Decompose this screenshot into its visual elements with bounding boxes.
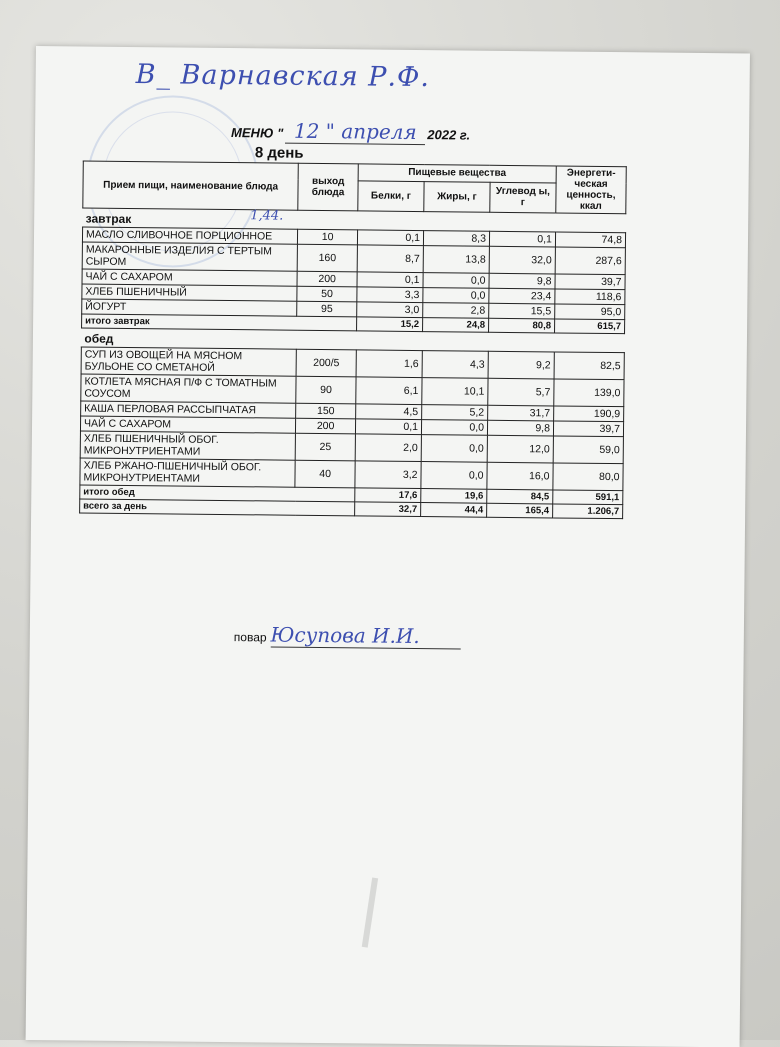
menu-year: 2022 г.	[427, 127, 471, 143]
dish-name: ХЛЕБ ПШЕНИЧНЫЙ	[82, 284, 297, 301]
dish-protein: 3,2	[355, 461, 421, 489]
total-protein: 17,6	[355, 488, 421, 503]
total-label: итого обед	[80, 485, 355, 502]
dish-kcal: 287,6	[555, 247, 625, 275]
dish-fat: 0,0	[421, 462, 487, 490]
paper-mark	[362, 877, 378, 947]
total-protein: 15,2	[357, 317, 423, 332]
dish-name: МАСЛО СЛИВОЧНОЕ ПОРЦИОННОЕ	[82, 227, 297, 244]
dish-protein: 0,1	[357, 230, 423, 246]
dish-fat: 0,0	[423, 288, 489, 304]
menu-date-handwritten: 12 " апреля	[285, 119, 425, 145]
dish-name: ЧАЙ С САХАРОМ	[80, 416, 295, 433]
dish-carbs: 23,4	[489, 288, 555, 304]
total-carbs: 80,8	[488, 318, 554, 333]
dish-protein: 0,1	[357, 272, 423, 288]
header-fat: Жиры, г	[424, 181, 490, 212]
dish-carbs: 12,0	[487, 435, 553, 463]
dish-output: 90	[296, 376, 356, 404]
dish-carbs: 5,7	[488, 378, 554, 406]
day-total-fat: 44,4	[421, 503, 487, 518]
cook-signature: Юсупова И.И.	[270, 622, 460, 649]
dish-kcal: 82,5	[554, 352, 624, 380]
header-meal: Прием пищи, наименование блюда	[83, 161, 299, 210]
dish-fat: 2,8	[423, 303, 489, 319]
dish-fat: 13,8	[423, 246, 489, 274]
section-title: завтрак	[85, 211, 132, 227]
dish-carbs: 9,8	[489, 273, 555, 289]
total-fat: 24,8	[423, 318, 489, 333]
total-label: итого завтрак	[82, 314, 357, 331]
dish-fat: 8,3	[423, 231, 489, 247]
dish-name: КАША ПЕРЛОВАЯ РАССЫПЧАТАЯ	[81, 401, 296, 418]
day-total-carbs: 165,4	[487, 503, 553, 518]
dish-fat: 10,1	[422, 378, 488, 406]
dish-fat: 5,2	[422, 405, 488, 421]
day-total-label: всего за день	[80, 499, 355, 516]
dish-output: 95	[297, 301, 357, 317]
dish-name: МАКАРОННЫЕ ИЗДЕЛИЯ С ТЕРТЫМ СЫРОМ	[82, 242, 297, 271]
dish-protein: 3,0	[357, 302, 423, 318]
dish-carbs: 9,2	[488, 351, 554, 379]
menu-table	[79, 160, 627, 519]
dish-output: 10	[298, 229, 358, 245]
day-label: 8 день	[254, 144, 304, 162]
dish-kcal: 139,0	[554, 379, 624, 407]
dish-kcal: 80,0	[553, 463, 623, 491]
dish-kcal: 95,0	[555, 304, 625, 320]
dish-output: 40	[295, 460, 355, 488]
dish-protein: 2,0	[355, 434, 421, 462]
menu-table-body	[80, 208, 626, 519]
dish-carbs: 0,1	[489, 231, 555, 247]
dish-kcal: 39,7	[553, 421, 623, 437]
dish-fat: 4,3	[422, 351, 488, 379]
dish-protein: 8,7	[357, 245, 423, 273]
total-kcal: 615,7	[554, 319, 624, 334]
dish-name: ЙОГУРТ	[82, 299, 297, 316]
dish-output: 150	[296, 403, 356, 419]
header-output: выход блюда	[298, 163, 358, 211]
dish-carbs: 15,5	[489, 303, 555, 319]
dish-fat: 0,0	[421, 435, 487, 463]
dish-output: 160	[297, 244, 357, 272]
dish-output: 200	[296, 418, 356, 434]
dish-name: СУП ИЗ ОВОЩЕЙ НА МЯСНОМ БУЛЬОНЕ СО СМЕТАНОЙ	[81, 347, 296, 376]
dish-carbs: 16,0	[487, 462, 553, 490]
day-total-protein: 32,7	[355, 502, 421, 517]
menu-prefix: МЕНЮ "	[231, 125, 284, 141]
dish-carbs: 32,0	[489, 246, 555, 274]
dish-name: ХЛЕБ РЖАНО-ПШЕНИЧНЫЙ ОБОГ. МИКРОНУТРИЕНТАМИ	[80, 458, 295, 487]
dish-carbs: 31,7	[488, 405, 554, 421]
menu-sheet	[26, 46, 750, 1047]
total-carbs: 84,5	[487, 489, 553, 504]
header-energy: Энергети-ческая ценность, ккал	[556, 166, 627, 214]
section-title: обед	[84, 331, 114, 346]
dish-output: 200	[297, 271, 357, 287]
handwritten-note: 1,44.	[250, 208, 284, 224]
total-kcal: 591,1	[553, 490, 623, 505]
dish-name: ХЛЕБ ПШЕНИЧНЫЙ ОБОГ. МИКРОНУТРИЕНТАМИ	[80, 431, 295, 460]
dish-fat: 0,0	[423, 273, 489, 289]
total-fat: 19,6	[421, 489, 487, 504]
dish-output: 25	[295, 433, 355, 461]
dish-kcal: 59,0	[553, 436, 623, 464]
dish-protein: 4,5	[356, 404, 422, 420]
header-protein: Белки, г	[358, 181, 424, 212]
dish-carbs: 9,8	[487, 420, 553, 436]
cook-label: повар	[233, 630, 267, 645]
dish-kcal: 118,6	[555, 289, 625, 305]
header-carbs: Углевод ы, г	[490, 182, 556, 213]
dish-output: 200/5	[296, 349, 356, 377]
dish-protein: 3,3	[357, 287, 423, 303]
dish-protein: 6,1	[356, 377, 422, 405]
dish-name: ЧАЙ С САХАРОМ	[82, 269, 297, 286]
dish-name: КОТЛЕТА МЯСНАЯ П/Ф С ТОМАТНЫМ СОУСОМ	[81, 374, 296, 403]
menu-title	[231, 118, 470, 146]
header-nutrients: Пищевые вещества	[358, 164, 556, 183]
dish-fat: 0,0	[421, 420, 487, 436]
handwritten-approval: В_ Варнавская Р.Ф.	[135, 59, 431, 94]
dish-protein: 1,6	[356, 350, 422, 378]
dish-output: 50	[297, 286, 357, 302]
cook-signature-line	[234, 622, 461, 649]
dish-kcal: 39,7	[555, 274, 625, 290]
dish-kcal: 74,8	[555, 232, 625, 248]
dish-protein: 0,1	[355, 419, 421, 435]
day-total-kcal: 1.206,7	[553, 504, 623, 519]
dish-kcal: 190,9	[554, 406, 624, 422]
